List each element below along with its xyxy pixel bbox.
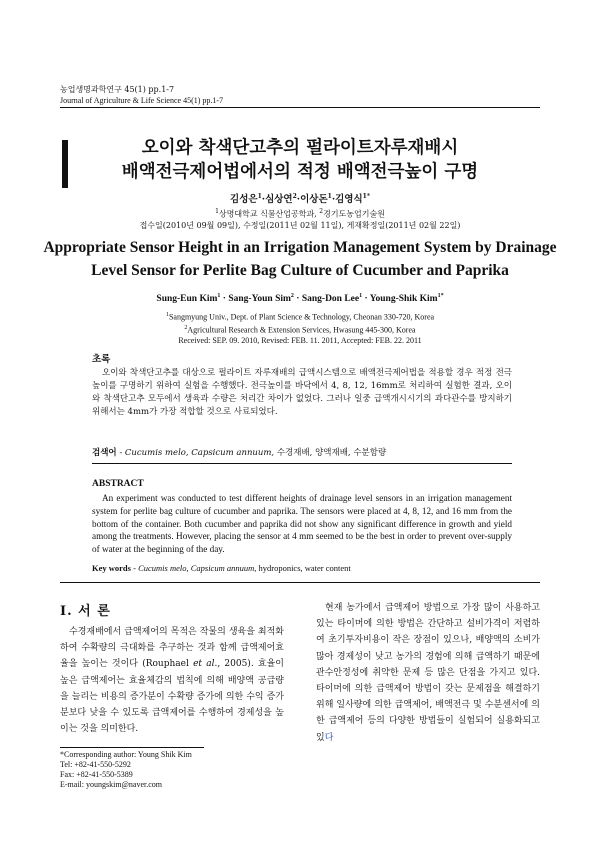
keywords-label: Key words <box>92 563 131 573</box>
footnote-email: E-mail: youngskim@naver.com <box>60 780 163 789</box>
korean-title <box>80 136 520 184</box>
author-sep: · <box>261 194 266 205</box>
title-bar <box>62 140 68 188</box>
footnote-tel: Tel: +82-41-550-5292 <box>60 760 131 769</box>
korean-affiliations <box>80 206 520 220</box>
section-divider <box>60 582 540 583</box>
korean-keywords <box>92 446 532 458</box>
english-title-line1: Appropriate Sensor Height in an Irrigation Management System by Drainage <box>43 239 557 256</box>
author-sup: 1 <box>359 293 363 299</box>
korean-aff2: 경기도농업기술원 <box>323 209 385 219</box>
english-title-line2: Level Sensor for Perlite Bag Culture of Cucumber and Paprika <box>91 262 509 279</box>
english-affiliations <box>60 310 540 335</box>
korean-aff1: 상명대학교 식물산업공학과, <box>218 209 317 219</box>
author-sup: 1 <box>257 192 262 200</box>
keywords-italic: Cucumis melo, Capsicum annuum, <box>138 563 257 573</box>
journal-header <box>60 84 540 106</box>
keywords-italic: Cucumis melo, Capsicum annuum, <box>124 448 275 458</box>
english-authors <box>60 293 540 304</box>
english-aff1: Sangmyung Univ., Dept. of Plant Science & Technology, Cheonan 330-720, Korea <box>168 312 435 322</box>
aff-sup: 2 <box>184 324 188 331</box>
korean-abstract-heading: 초록 <box>92 354 111 365</box>
korean-title-line2: 배액전극제어법에서의 적정 배액전극높이 구명 <box>121 162 479 182</box>
korean-abstract-body: 오이와 착색단고추를 대상으로 펄라이트 자루재배의 급액시스템으로 배액전극제어법을 적용할 경우 적정 전극높이를 구명하기 위하여 실험을 수행했다. 전극높이를 바닥에서 4, 8, 12, 16mm로 처리하여 실험한 결과, 오이와 착색단고추 모두에서 생육과 수량은 처리간 차이가 없었다. 그러나 일중 급액개시시기의 과다관수를 방지하기 위해서는 4mm가 가장 적합할 것으로 사료되었다. <box>92 368 512 417</box>
author-name: 김영식 <box>335 194 363 205</box>
author-sup: 1* <box>437 293 444 299</box>
aff-sup: 1 <box>165 312 169 318</box>
author-name: 김성은 <box>230 194 258 205</box>
author-sep: · <box>222 294 226 305</box>
abstract-body: An experiment was conducted to test different heights of drainage level sensors in an irrigation management system for perlite bag culture of cucumber and paprika. The sensors were placed at 4, 8, 12, and 16 mm from the bottom of the container. Both cucumber and paprika did not show any significant difference in growth and yield among the treatments. However, placing the sensor at 4 mm seemed to be the best in order to prevent over-supply of water at the beginning of the day. <box>92 493 512 555</box>
author-name: Sang-Don Lee <box>301 294 360 305</box>
english-aff2: Agricultural Research & Extension Services, Hwasung 445-300, Korea <box>187 325 416 335</box>
footnote <box>60 750 360 790</box>
author-sup: 1 <box>327 192 332 200</box>
footnote-corresponding: *Corresponding author: Young Shik Kim <box>60 750 192 759</box>
english-title <box>36 236 564 282</box>
journal-en: Journal of Agriculture & Life Science 45(1) pp.1-7 <box>60 96 224 105</box>
korean-authors <box>80 191 520 205</box>
author-sup: 2 <box>290 293 294 299</box>
right-paragraph-end: 다 <box>324 732 334 743</box>
left-paragraph-part2: ., 2005). 효율이 높은 급액제어는 효율체감의 법칙에 의해 배양액 공급량을 늘리는 비용의 증가분이 수확량 증가에 의한 수익 증가분보다 낮을 수 있도록 급액제어를 수행하여 경제성을 높이는 것을 의미한다. <box>60 659 284 735</box>
abstract-heading: ABSTRACT <box>92 479 144 489</box>
author-sup: 1 <box>217 293 221 299</box>
english-keywords <box>92 563 532 573</box>
author-name: 이상돈 <box>300 194 328 205</box>
author-sep: · <box>364 294 368 305</box>
header-rule <box>60 107 540 108</box>
citation-author: Rouphael <box>145 659 194 670</box>
aff-sup: 1 <box>215 208 219 215</box>
korean-dates: 접수일(2010년 09월 09일), 수정일(2011년 02월 11일), 게재확정일(2011년 02월 22일) <box>139 221 461 230</box>
author-name: Sang-Youn Sim <box>228 294 291 305</box>
korean-title-line1: 오이와 착색단고추의 펄라이트자루재배시 <box>141 138 459 158</box>
author-sep: · <box>331 194 336 205</box>
keywords-dash: - <box>116 448 125 458</box>
author-name: Young-Shik Kim <box>369 294 438 305</box>
citation-etal: et al <box>193 659 215 670</box>
author-name: Sung-Eun Kim <box>156 294 218 305</box>
keywords-rest: hydroponics, water content <box>256 563 351 573</box>
author-name: 심상연 <box>265 194 293 205</box>
english-dates: Received: SEP. 09. 2010, Revised: FEB. 11. 2011, Accepted: FEB. 22. 2011 <box>178 336 422 345</box>
footnote-fax: Fax: +82-41-550-5389 <box>60 770 133 779</box>
left-column-text <box>60 624 284 737</box>
right-column-text <box>316 600 540 746</box>
aff-sup: 2 <box>319 208 324 215</box>
left-paragraph-part1: 수경재배에서 급액제어의 목적은 작물의 생육을 최적화하여 수확량의 극대화를 추구하는 것과 함께 급액제어효율을 높이는 것이다 ( <box>60 627 284 670</box>
footnote-rule <box>60 747 204 748</box>
author-sep: · <box>296 294 300 305</box>
author-sup: 2 <box>292 192 297 200</box>
abstract-divider <box>92 463 512 464</box>
keywords-rest: 수경재배, 양액재배, 수분함량 <box>274 448 387 458</box>
keywords-dash: - <box>130 563 139 573</box>
right-paragraph: 현재 농가에서 급액제어 방법으로 가장 많이 사용하고 있는 타이머에 의한 방법은 간단하고 설비가격이 저렴하여 초기투자비용이 작은 장점이 있으나, 배양액의 소비가 많아 경제성이 낮고 농가의 경험에 의해 급액하기 때문에 관수안정성에 취약한 문제 등 많은 단점을 가지고 있다. 타이머에 의한 급액제어 방법이 갖는 문제점을 해결하기 위해 일사량에 의한 급액제어, 배액전극 및 수분센서에 의한 급액제어 등의 다양한 방법들이 실험되어 실용화되고 있 <box>316 603 540 743</box>
author-sep: · <box>296 194 301 205</box>
journal-kr: 농업생명과학연구 45(1) pp.1-7 <box>60 85 175 94</box>
author-sup: 1* <box>362 192 370 200</box>
section-heading: I. 서 론 <box>60 604 111 619</box>
keywords-label: 검색어 <box>92 448 117 458</box>
